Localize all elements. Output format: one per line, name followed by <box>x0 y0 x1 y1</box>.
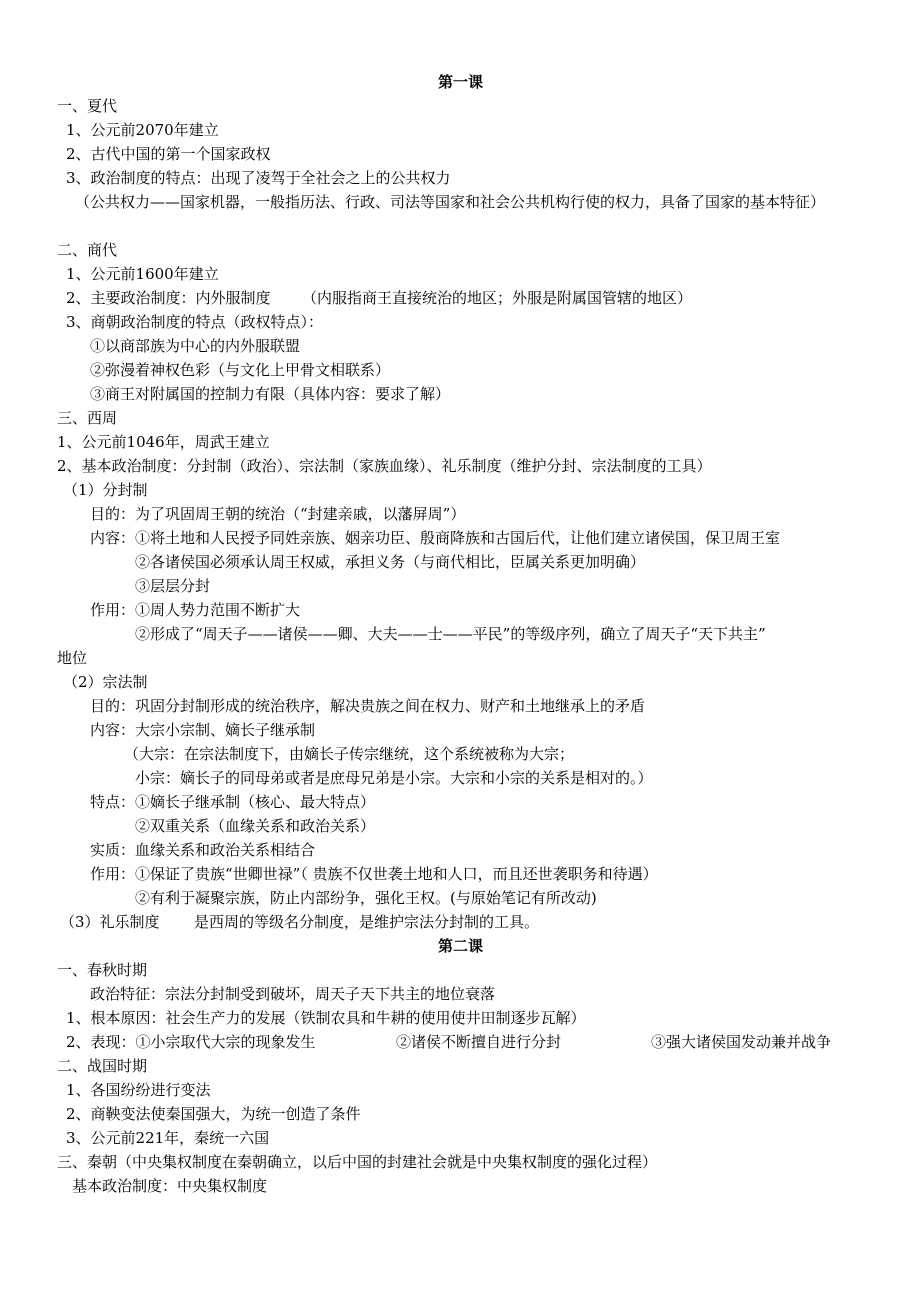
chunqiu-show-3: ③强大诸侯国发动兼并战争 <box>651 1033 832 1051</box>
zhou-heading: 三、西周 <box>57 409 118 427</box>
chunqiu-heading: 一、春秋时期 <box>57 961 148 979</box>
fengjian-effect-2: ②形成了“周天子——诸侯——卿、大夫——士——平民”的等级序列，确立了周天子“天下共主” <box>135 625 766 643</box>
shang-point-2: ②弥漫着神权色彩（与文化上甲骨文相联系） <box>90 361 391 379</box>
shang-item-2-note: （内服指商王直接统治的地区；外服是附属国管辖的地区） <box>302 289 693 307</box>
chunqiu-feature: 政治特征：宗法分封制受到破坏，周天子天下共主的地位衰落 <box>90 985 496 1003</box>
zongfa-essence: 实质：血缘关系和政治关系相结合 <box>90 841 316 859</box>
liyue-label: （3）礼乐制度 <box>60 913 160 931</box>
qin-heading: 三、秦朝（中央集权制度在秦朝确立，以后中国的封建社会就是中央集权制度的强化过程） <box>57 1153 658 1171</box>
liyue-text: 是西周的等级名分制度，是维护宗法分封制的工具。 <box>194 913 540 931</box>
zongfa-feature-2: ②双重关系（血缘关系和政治关系） <box>135 817 376 835</box>
fengjian-effect-3: 地位 <box>57 649 88 667</box>
zongfa-note-1: （大宗：在宗法制度下，由嫡长子传宗继统，这个系统被称为大宗； <box>124 745 575 763</box>
xia-item-1: 1、公元前2070年建立 <box>66 121 219 139</box>
zhou-item-1: 1、公元前1046年，周武王建立 <box>57 433 270 451</box>
shang-item-1: 1、公元前1600年建立 <box>66 265 219 283</box>
chunqiu-show-1: 2、表现：①小宗取代大宗的现象发生 <box>66 1033 316 1051</box>
xia-item-2: 2、古代中国的第一个国家政权 <box>66 145 271 163</box>
fengjian-effect-1: 作用：①周人势力范围不断扩大 <box>90 601 301 619</box>
shang-point-3: ③商王对附属国的控制力有限（具体内容：要求了解） <box>90 385 451 403</box>
zongfa-effect-1: 作用：①保证了贵族“世卿世禄”（ 贵族不仅世袭土地和人口，而且还世袭职务和待遇） <box>90 865 658 883</box>
xia-item-3: 3、政治制度的特点：出现了凌驾于全社会之上的公共权力 <box>66 169 451 187</box>
zhanguo-item-1: 1、各国纷纷进行变法 <box>66 1081 211 1099</box>
xia-heading: 一、夏代 <box>57 97 118 115</box>
xia-note: （公共权力——国家机器，一般指历法、行政、司法等国家和社会公共机构行使的权力，具备了国家的基本特征） <box>75 193 826 211</box>
qin-system: 基本政治制度：中央集权制度 <box>72 1177 268 1195</box>
zhou-item-2: 2、基本政治制度：分封制（政治）、宗法制（家族血缘）、礼乐制度（维护分封、宗法制度的工具） <box>57 457 712 475</box>
lesson1-title: 第一课 <box>438 73 484 91</box>
lesson2-title: 第二课 <box>438 937 484 955</box>
zhanguo-item-3: 3、公元前221年，秦统一六国 <box>66 1129 270 1147</box>
chunqiu-cause: 1、根本原因：社会生产力的发展（铁制农具和牛耕的使用使井田制逐步瓦解） <box>66 1009 586 1027</box>
zongfa-note-2: 小宗：嫡长子的同母弟或者是庶母兄弟是小宗。大宗和小宗的关系是相对的。） <box>135 769 653 787</box>
zongfa-feature-1: 特点：①嫡长子继承制（核心、最大特点） <box>90 793 376 811</box>
fengjian-content-3: ③层层分封 <box>135 577 211 595</box>
fengjian-content-2: ②各诸侯国必须承认周王权威，承担义务（与商代相比，臣属关系更加明确） <box>135 553 646 571</box>
fengjian-heading: （1）分封制 <box>63 481 148 499</box>
shang-heading: 二、商代 <box>57 241 118 259</box>
zhanguo-heading: 二、战国时期 <box>57 1057 148 1075</box>
zongfa-content: 内容：大宗小宗制、嫡长子继承制 <box>90 721 316 739</box>
shang-item-3: 3、商朝政治制度的特点（政权特点）： <box>66 313 324 331</box>
chunqiu-show-2: ②诸侯不断擅自进行分封 <box>396 1033 562 1051</box>
fengjian-purpose: 目的：为了巩固周王朝的统治（“封建亲戚，以藩屏周”） <box>90 505 466 523</box>
shang-item-2: 2、主要政治制度：内外服制度 <box>66 289 271 307</box>
fengjian-content-1: 内容：①将土地和人民授予同姓亲族、姻亲功臣、殷商降族和古国后代，让他们建立诸侯国，保卫周王室 <box>90 529 781 547</box>
zongfa-heading: （2）宗法制 <box>63 673 148 691</box>
shang-point-1: ①以商部族为中心的内外服联盟 <box>90 337 301 355</box>
zongfa-effect-2: ②有利于凝聚宗族，防止内部纷争，强化王权。(与原始笔记有所改动) <box>135 889 597 907</box>
zongfa-purpose: 目的：巩固分封制形成的统治秩序，解决贵族之间在权力、财产和土地继承上的矛盾 <box>90 697 646 715</box>
zhanguo-item-2: 2、商鞅变法使秦国强大，为统一创造了条件 <box>66 1105 361 1123</box>
